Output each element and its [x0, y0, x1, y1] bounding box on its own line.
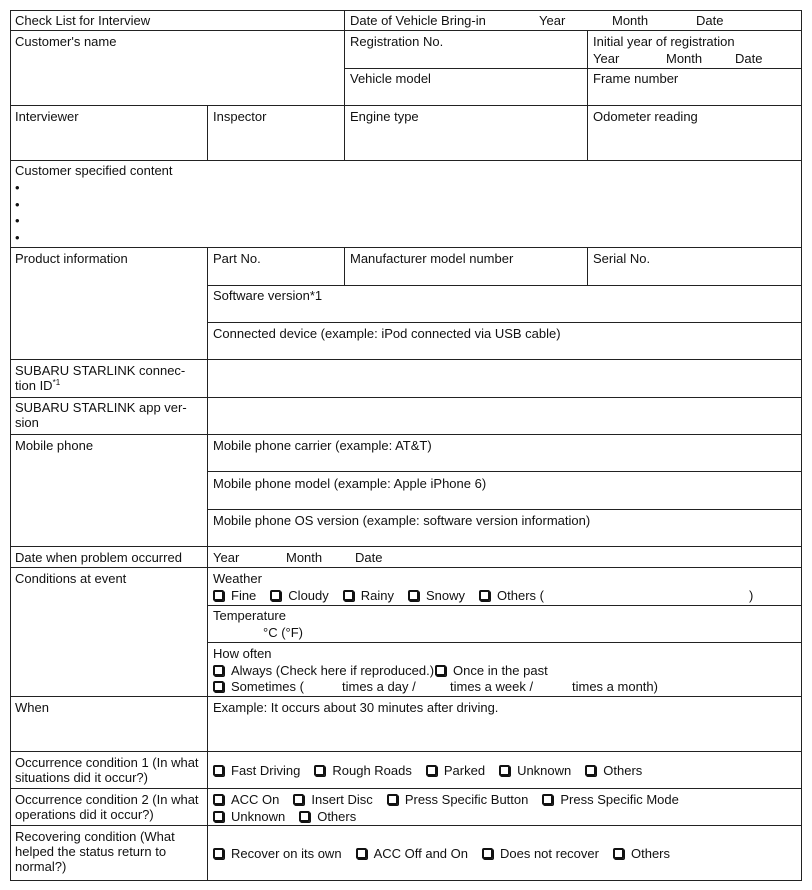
initial-year-label: Initial year of registration [593, 34, 735, 49]
checkbox[interactable] [435, 665, 446, 676]
occurrence2-press-specific-button[interactable] [387, 792, 529, 807]
problem-month-label: Month [286, 550, 323, 565]
col-line [207, 247, 208, 881]
checkbox[interactable] [213, 681, 224, 692]
option-sometimes[interactable] [213, 679, 304, 694]
occurrence2-acc-on[interactable] [213, 792, 279, 807]
row-line [207, 642, 802, 643]
starlink-app-version-label: SUBARU STARLINK app ver-sion [15, 400, 187, 430]
bullet: • [15, 213, 20, 228]
option-label: Once in the past [453, 663, 548, 678]
bring-in-month-label: Month [612, 13, 649, 28]
weather-options [213, 588, 544, 603]
occurrence1-others[interactable] [585, 763, 642, 778]
checkbox[interactable] [408, 590, 419, 601]
recovering-others[interactable] [613, 846, 670, 861]
problem-year-label: Year [213, 550, 240, 565]
software-version-label: Software version*1 [213, 288, 323, 303]
occurrence1-label: Occurrence condition 1 (In what situations did it occur?) [15, 755, 199, 785]
footnote-marker: *1 [52, 378, 61, 387]
customer-content-label: Customer specified content [15, 163, 173, 178]
col-line [344, 247, 345, 286]
row-line [10, 696, 802, 697]
checkbox[interactable] [613, 848, 624, 859]
option-label: Press Specific Button [404, 792, 529, 807]
option-label: ACC On [231, 792, 280, 807]
mobile-carrier-label: Mobile phone carrier (example: AT&T) [213, 438, 432, 453]
option-label: Parked [443, 763, 486, 778]
border-top [10, 10, 802, 11]
option-always[interactable] [213, 663, 434, 678]
interviewer-label: Interviewer [15, 109, 79, 124]
row-line [10, 567, 802, 568]
inspector-label: Inspector [213, 109, 267, 124]
weather-label: Weather [213, 571, 262, 586]
times-a-week-label: times a week / [450, 679, 534, 694]
border-bottom [10, 880, 802, 881]
customer-name-label: Customer's name [15, 34, 117, 49]
recovering-acc-off-on[interactable] [356, 846, 468, 861]
conditions-label: Conditions at event [15, 571, 127, 586]
mobile-model-label: Mobile phone model (example: Apple iPhone 6) [213, 476, 487, 491]
starlink-connection-id-text: SUBARU STARLINK connec-tion ID [15, 363, 186, 393]
how-often-row1 [213, 663, 548, 678]
option-label: Rough Roads [332, 763, 412, 778]
row-line [207, 322, 802, 323]
occurrence2-label: Occurrence condition 2 (In what operations did it occur?) [15, 792, 199, 822]
option-label: Does not recover [499, 846, 599, 861]
recovering-does-not-recover[interactable] [482, 846, 599, 861]
serial-no-label: Serial No. [593, 251, 651, 266]
bring-in-date-label: Date [696, 13, 724, 28]
option-label: Press Specific Mode [560, 792, 679, 807]
row-line [10, 825, 802, 826]
row-line [10, 359, 802, 360]
initial-year-month-label: Month [666, 51, 703, 66]
checkbox[interactable] [213, 794, 224, 805]
checkbox[interactable] [542, 794, 553, 805]
checkbox[interactable] [482, 848, 493, 859]
how-often-label: How often [213, 646, 272, 661]
occurrence2-others[interactable] [299, 809, 356, 824]
manufacturer-model-label: Manufacturer model number [350, 251, 514, 266]
option-label: Others ( [497, 588, 545, 603]
occurrence1-rough-roads[interactable] [314, 763, 412, 778]
checkbox[interactable] [213, 665, 224, 676]
checkbox[interactable] [356, 848, 367, 859]
option-once[interactable] [434, 663, 548, 678]
row-line [10, 546, 802, 547]
row-line [10, 105, 802, 106]
connected-device-label: Connected device (example: iPod connected via USB cable) [213, 326, 561, 341]
occurrence2-options-row1 [213, 792, 693, 807]
engine-type-label: Engine type [350, 109, 419, 124]
product-info-label: Product information [15, 251, 128, 266]
date-bring-in-label: Date of Vehicle Bring-in [350, 13, 486, 28]
row-line [10, 247, 802, 248]
occurrence2-options-row2 [213, 809, 370, 824]
option-label: Sometimes ( [231, 679, 304, 694]
occurrence1-options [213, 763, 656, 778]
weather-option-cloudy[interactable] [270, 588, 328, 603]
option-label: Fine [231, 588, 257, 603]
option-label: Others [603, 763, 643, 778]
checkbox[interactable] [293, 794, 304, 805]
mobile-os-label: Mobile phone OS version (example: software version information) [213, 513, 591, 528]
recovering-on-its-own[interactable] [213, 846, 342, 861]
checkbox[interactable] [387, 794, 398, 805]
bring-in-year-label: Year [539, 13, 566, 28]
occurrence1-fast-driving[interactable] [213, 763, 300, 778]
row-line [10, 160, 802, 161]
row-line [10, 434, 802, 435]
when-label: When [15, 700, 49, 715]
occurrence2-insert-disc[interactable] [293, 792, 372, 807]
registration-no-label: Registration No. [350, 34, 444, 49]
bullet: • [15, 230, 20, 245]
option-label: Unknown [517, 763, 572, 778]
weather-others-close: ) [749, 588, 754, 603]
occurrence2-press-specific-mode[interactable] [542, 792, 679, 807]
option-label: ACC Off and On [373, 846, 468, 861]
when-example: Example: It occurs about 30 minutes after driving. [213, 700, 499, 715]
checkbox[interactable] [426, 765, 437, 776]
starlink-connection-id-label [15, 363, 203, 393]
checkbox[interactable] [270, 590, 281, 601]
option-label: Fast Driving [231, 763, 301, 778]
row-line [10, 397, 802, 398]
checkbox[interactable] [213, 848, 224, 859]
temperature-label: Temperature [213, 608, 286, 623]
col-line [344, 10, 345, 161]
bullet: • [15, 197, 20, 212]
problem-date-label: Date when problem occurred [15, 550, 182, 565]
row-line [207, 285, 802, 286]
checkbox[interactable] [213, 811, 224, 822]
row-line [207, 605, 802, 606]
col-line [207, 105, 208, 161]
option-label: Recover on its own [231, 846, 342, 861]
row-line [10, 30, 802, 31]
recovering-options [213, 846, 684, 861]
initial-year-date-label: Date [735, 51, 763, 66]
weather-option-snowy[interactable] [408, 588, 465, 603]
checkbox[interactable] [499, 765, 510, 776]
option-label: Others [630, 846, 670, 861]
weather-option-others[interactable] [479, 588, 544, 603]
frame-number-label: Frame number [593, 71, 679, 86]
odometer-label: Odometer reading [593, 109, 698, 124]
checkbox[interactable] [213, 765, 224, 776]
col-line [587, 247, 588, 286]
bullet: • [15, 180, 20, 195]
row-line [207, 509, 802, 510]
initial-year-year-label: Year [593, 51, 620, 66]
form-title: Check List for Interview [15, 13, 151, 28]
part-no-label: Part No. [213, 251, 261, 266]
checkbox[interactable] [299, 811, 310, 822]
temperature-unit: °C (°F) [263, 625, 303, 640]
option-label: Insert Disc [311, 792, 373, 807]
occurrence1-unknown[interactable] [499, 763, 571, 778]
option-label: Always (Check here if reproduced.) [231, 663, 435, 678]
times-a-month-label: times a month) [572, 679, 658, 694]
checkbox[interactable] [479, 590, 490, 601]
checkbox[interactable] [585, 765, 596, 776]
option-label: Snowy [426, 588, 466, 603]
checkbox[interactable] [314, 765, 325, 776]
mobile-phone-label: Mobile phone [15, 438, 94, 453]
option-label: Cloudy [288, 588, 329, 603]
checkbox[interactable] [213, 590, 224, 601]
occurrence2-unknown[interactable] [213, 809, 285, 824]
vehicle-model-label: Vehicle model [350, 71, 431, 86]
row-line [344, 68, 802, 69]
row-line [10, 751, 802, 752]
recovering-label: Recovering condition (What helped the status return to normal?) [15, 829, 175, 874]
option-label: Rainy [360, 588, 395, 603]
checkbox[interactable] [343, 590, 354, 601]
option-label: Others [317, 809, 357, 824]
weather-option-fine[interactable] [213, 588, 256, 603]
problem-date-day-label: Date [355, 550, 383, 565]
weather-option-rainy[interactable] [343, 588, 394, 603]
row-line [207, 471, 802, 472]
row-line [10, 788, 802, 789]
occurrence1-parked[interactable] [426, 763, 485, 778]
col-line [587, 30, 588, 161]
times-a-day-label: times a day / [342, 679, 416, 694]
option-label: Unknown [231, 809, 286, 824]
